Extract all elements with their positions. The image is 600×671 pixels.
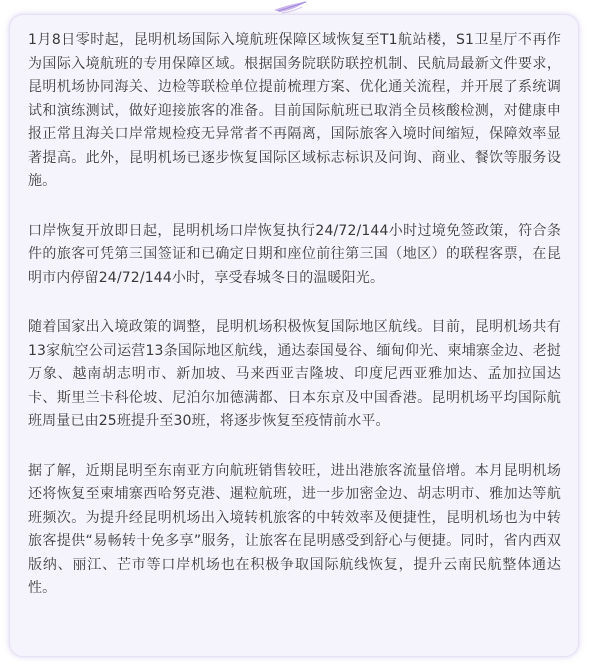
article-paragraph: 1月8日零时起，昆明机场国际入境航班保障区域恢复至T1航站楼，S1卫星厅不再作为国际入境航班的专用保障区域。根据国务院联防联控机制、民航局最新文件要求，昆明机场协同海关、边检等联检单位提前梳理方案、优化通关流程，并开展了系统调试和演练测试，做好迎接旅客的准备。目前国际航班已取消全员核酸检测，对健康申报正常且海关口岸常规检疫无异常者不再隔离，国际旅客入境时间缩短，保障效率显著提高。此外，昆明机场已逐步恢复国际区域标志标识及问询、商业、餐饮等服务设施。 (28, 32, 561, 189)
article-card (9, 14, 579, 657)
article-paragraph: 据了解，近期昆明至东南亚方向航班销售较旺，进出港旅客流量倍增。本月昆明机场还将恢复至柬埔寨西哈努克港、暹粒航班，进一步加密金边、胡志明市、雅加达等航班频次。为提升经昆明机场出入境转机旅客的中转效率及便捷性，昆明机场也为中转旅客提供“易畅转十免多享”服务，让旅客在昆明感受到舒心与便捷。同时，省内西双版纳、丽江、芒市等口岸机场也在积极争取国际航线恢复，提升云南民航整体通达性。 (28, 462, 561, 596)
article-paragraph: 口岸恢复开放即日起，昆明机场口岸恢复执行24/72/144小时过境免签政策，符合条件的旅客可凭第三国签证和已确定日期和座位前往第三国（地区）的联程客票，在昆明市内停留24/72/144小时，享受春城冬日的温暖阳光。 (28, 222, 561, 286)
article-paragraph: 随着国家出入境政策的调整，昆明机场积极恢复国际地区航线。目前，昆明机场共有13家航空公司运营13条国际地区航线，通达泰国曼谷、缅甸仰光、柬埔寨金边、老挝万象、越南胡志明市、新加坡、马来西亚吉隆坡、印度尼西亚雅加达、孟加拉国达卡、斯里兰卡科伦坡、尼泊尔加德满都、日本东京及中国香港。昆明机场平均国际航班周量已由25班提升至30班，将逐步恢复至疫情前水平。 (28, 319, 561, 429)
